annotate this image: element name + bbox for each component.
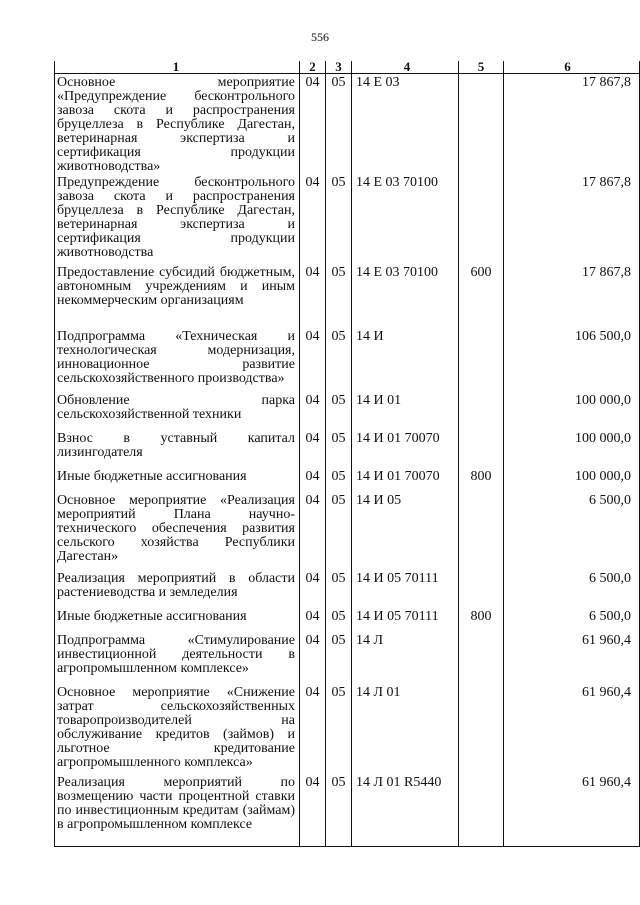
table-row — [55, 74, 640, 175]
row-expense-type-cell — [459, 328, 504, 392]
row-expense-type-cell — [459, 774, 504, 846]
row-name-cell — [55, 174, 300, 264]
budget-table — [54, 61, 640, 847]
row-subsection-cell: 05 — [326, 492, 352, 570]
row-name-cell — [55, 684, 300, 774]
row-section-cell: 04 — [300, 774, 326, 846]
row-amount-cell: 17 867,8 — [504, 74, 640, 175]
row-name-cell — [55, 774, 300, 846]
row-subsection-cell: 05 — [326, 392, 352, 430]
row-section-cell: 04 — [300, 74, 326, 175]
row-name-cell — [55, 392, 300, 430]
table-row — [55, 468, 640, 492]
table-row — [55, 608, 640, 632]
row-code-cell: 14 Е 03 70100 — [352, 264, 459, 328]
row-subsection-cell: 05 — [326, 468, 352, 492]
row-name-text: Предупреждение бесконтрольного завоза скота и распространения бруцеллеза в Республике Дагестан, ветеринарная экспертиза и сертификация продукции животноводства — [57, 175, 295, 260]
row-amount-cell: 6 500,0 — [504, 570, 640, 608]
row-section-cell: 04 — [300, 328, 326, 392]
row-code-cell: 14 И 05 — [352, 492, 459, 570]
column-header-4: 4 — [352, 61, 459, 74]
row-subsection-cell: 05 — [326, 74, 352, 175]
table-row — [55, 392, 640, 430]
row-name-text: Основное мероприятие «Реализация мероприятий Плана научно-технического обеспечения развития сельского хозяйства Республики Дагестан» — [57, 493, 295, 564]
row-name-text: Взнос в уставный капитал лизингодателя — [57, 431, 295, 460]
row-section-cell: 04 — [300, 684, 326, 774]
row-amount-cell: 61 960,4 — [504, 632, 640, 684]
row-name-text: Реализация мероприятий по возмещению части процентной ставки по инвестиционным кредитам (займам) в агропромышленном комплексе — [57, 775, 295, 832]
row-name-cell — [55, 430, 300, 468]
row-code-cell: 14 И 01 70070 — [352, 468, 459, 492]
row-subsection-cell: 05 — [326, 264, 352, 328]
row-name-text: Подпрограмма «Техническая и технологическая модернизация, инновационное развитие сельскохозяйственного производства» — [57, 329, 295, 386]
row-section-cell: 04 — [300, 570, 326, 608]
column-header-2: 2 — [300, 61, 326, 74]
row-subsection-cell: 05 — [326, 684, 352, 774]
row-name-text: Обновление парка сельскохозяйственной техники — [57, 393, 295, 422]
row-name-text: Реализация мероприятий в области растениеводства и земледелия — [57, 571, 295, 600]
row-subsection-cell: 05 — [326, 774, 352, 846]
row-expense-type-cell — [459, 570, 504, 608]
column-header-6: 6 — [504, 61, 640, 74]
row-name-text: Иные бюджетные ассигнования — [57, 609, 247, 624]
row-amount-cell: 100 000,0 — [504, 430, 640, 468]
table-row — [55, 174, 640, 264]
row-name-cell — [55, 570, 300, 608]
row-amount-cell: 106 500,0 — [504, 328, 640, 392]
row-name-text: Основное мероприятие «Снижение затрат сельскохозяйственных товаропроизводителей на обслуживание кредитов (займов) и льготное кредитование агропромышленного комплекса» — [57, 685, 295, 770]
table-row — [55, 774, 640, 846]
row-amount-cell: 100 000,0 — [504, 468, 640, 492]
header-row — [55, 61, 640, 74]
row-name-text: Подпрограмма «Стимулирование инвестиционной деятельности в агропромышленном комплексе» — [57, 633, 295, 676]
row-code-cell: 14 И — [352, 328, 459, 392]
row-subsection-cell: 05 — [326, 174, 352, 264]
row-section-cell: 04 — [300, 632, 326, 684]
row-expense-type-cell — [459, 430, 504, 468]
row-name-cell — [55, 492, 300, 570]
table-header — [55, 61, 640, 74]
row-amount-cell: 6 500,0 — [504, 492, 640, 570]
row-expense-type-cell — [459, 392, 504, 430]
row-amount-cell: 6 500,0 — [504, 608, 640, 632]
row-section-cell: 04 — [300, 468, 326, 492]
row-subsection-cell: 05 — [326, 328, 352, 392]
row-code-cell: 14 Л 01 — [352, 684, 459, 774]
table-row — [55, 430, 640, 468]
row-subsection-cell: 05 — [326, 570, 352, 608]
column-header-1: 1 — [55, 61, 300, 74]
row-code-cell: 14 И 05 70111 — [352, 608, 459, 632]
row-name-cell — [55, 468, 300, 492]
row-expense-type-cell — [459, 174, 504, 264]
table-row — [55, 492, 640, 570]
row-name-text: Основное мероприятие «Предупреждение бесконтрольного завоза скота и распространения бруцеллеза в Республике Дагестан, ветеринарная экспертиза и сертификация продукции животноводства» — [57, 75, 295, 174]
row-name-cell — [55, 74, 300, 175]
row-section-cell: 04 — [300, 608, 326, 632]
row-amount-cell: 100 000,0 — [504, 392, 640, 430]
row-subsection-cell: 05 — [326, 608, 352, 632]
row-name-cell — [55, 608, 300, 632]
page-number: 556 — [311, 30, 329, 44]
row-code-cell: 14 Е 03 70100 — [352, 174, 459, 264]
row-expense-type-cell: 800 — [459, 468, 504, 492]
row-expense-type-cell: 600 — [459, 264, 504, 328]
row-expense-type-cell: 800 — [459, 608, 504, 632]
column-header-3: 3 — [326, 61, 352, 74]
table-row — [55, 632, 640, 684]
row-section-cell: 04 — [300, 392, 326, 430]
row-section-cell: 04 — [300, 264, 326, 328]
row-subsection-cell: 05 — [326, 430, 352, 468]
table-body — [55, 74, 640, 847]
row-name-cell — [55, 632, 300, 684]
row-code-cell: 14 И 05 70111 — [352, 570, 459, 608]
row-section-cell: 04 — [300, 430, 326, 468]
row-name-cell — [55, 328, 300, 392]
row-name-cell — [55, 264, 300, 328]
row-amount-cell: 61 960,4 — [504, 774, 640, 846]
row-name-text: Предоставление субсидий бюджетным, автономным учреждениям и иным некоммерческим организациям — [57, 265, 295, 308]
row-name-text: Иные бюджетные ассигнования — [57, 469, 247, 484]
row-amount-cell: 17 867,8 — [504, 174, 640, 264]
row-amount-cell: 17 867,8 — [504, 264, 640, 328]
table-row — [55, 264, 640, 328]
row-code-cell: 14 И 01 70070 — [352, 430, 459, 468]
table-row — [55, 684, 640, 774]
row-code-cell: 14 И 01 — [352, 392, 459, 430]
row-code-cell: 14 Л 01 R5440 — [352, 774, 459, 846]
row-section-cell: 04 — [300, 492, 326, 570]
table-row — [55, 328, 640, 392]
column-header-5: 5 — [459, 61, 504, 74]
row-section-cell: 04 — [300, 174, 326, 264]
row-expense-type-cell — [459, 492, 504, 570]
row-code-cell: 14 Л — [352, 632, 459, 684]
row-code-cell: 14 Е 03 — [352, 74, 459, 175]
row-expense-type-cell — [459, 74, 504, 175]
row-amount-cell: 61 960,4 — [504, 684, 640, 774]
row-expense-type-cell — [459, 632, 504, 684]
table-row — [55, 570, 640, 608]
row-expense-type-cell — [459, 684, 504, 774]
row-subsection-cell: 05 — [326, 632, 352, 684]
